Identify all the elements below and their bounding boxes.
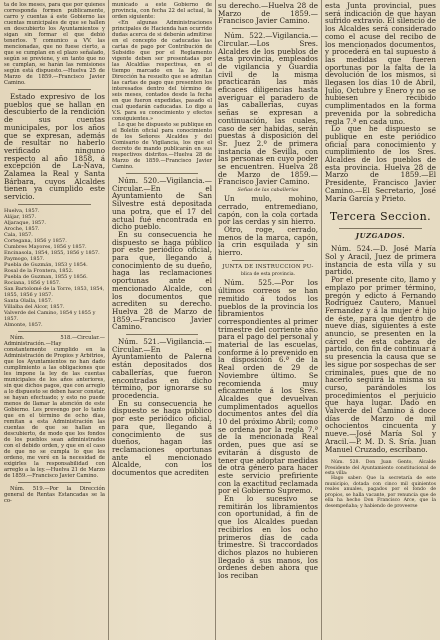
paragraph-estado: Estado expresivo de los pueblos que se hallan en descubierto de la rendición de sus cuentas municipales, por los años que se expresan, además de resultar no haberlo verificado ninguno respecto al año 1858, á excepción de La-Nava, Zalamea la Real y Santa Bárbara, cuyos Alcaldes tienen ya cumplido este servicio. — [4, 92, 105, 202]
paragraph: ta de los meses, para que por quienes corresponda formen publicamente, carro y cuentas á este Gobierno las cuentas municipales de que se hallen en descubierto los Ayuntamientos y sigan sin formar el que debió tenerlos. Y comunico a VV. las mencionadas, que no fuese cierto, a que se cumplan en el plazo señalado, según se previene, y en tanto que no se cumplan, se harán las remisiones según está dispuesto.—Huelva 25 de Marzo de 1859.—Francisco Javier Camino. — [4, 2, 105, 86]
list-item: Cala, 1857. — [4, 231, 33, 238]
list-item: Aljaraque, 1857. — [4, 219, 46, 226]
section-title: Tercera Seccion. — [329, 210, 432, 224]
paragraph: Lo que he dispuesto se publique en este periódico oficial para conocimiento y cumplimiento de los Sres. Alcaldes de los pueblos de esta provincia. Huelva 28 de Marzo de 1859.—El Presidente, Francisco Javier Camino.—El Secretario, José María García y Prieto. — [325, 124, 436, 203]
juzgados-heading: JUZGADOS. — [355, 232, 406, 241]
separator — [18, 204, 91, 205]
pueblos-list — [4, 208, 105, 328]
column-rule — [108, 0, 109, 640]
column-rule — [321, 0, 322, 640]
column-4 — [325, 2, 436, 636]
list-item: Paymogo, 1857. — [4, 255, 45, 262]
column-2 — [112, 2, 212, 636]
paragraph-520: Núm. 520.—Vigilancia.—Circular.—En el Ayuntamiento de San Silvestre está depositada una potra, que el 17 del actual fué encontrada en dicho pueblo. — [112, 176, 212, 232]
list-item: Cumbres Mayores, 1856 y 1857. — [4, 243, 87, 250]
section-subtitle: Señas de las caballerías — [237, 187, 299, 194]
list-item: Almonte, 1857. — [4, 321, 43, 328]
paragraph: Hago saber: Que la secretaría de este municipio, dotada con cinco mil quinientos reales anuales, pagados por el fondo de propios, se halla vacante, por renuncia que de ella ha hecho Don Francisco Arce, que la desempeñaba; y habiendo de proveerse — [325, 476, 436, 509]
list-item: Aroche, 1857. — [4, 225, 40, 232]
paragraph: su derecho.—Huelva 28 de Marzo de 1859.—Francisco Javier Camino. — [218, 2, 318, 26]
separator — [232, 28, 304, 29]
separator — [18, 89, 91, 90]
separator — [126, 173, 198, 174]
list-item: Cortegana, 1856 y 1857. — [4, 237, 67, 244]
paragraph: Otro, roge, cerrado, menos de la marca, capón, la crin esquilada y sin hierro. — [218, 224, 318, 258]
paragraph: municado a este Gobierno de provincia, con fecha 22 del actual, la orden siguiente: — [112, 2, 212, 20]
separator — [339, 228, 422, 229]
list-item: Encinasola, 1854, 1855, 1856 y 1857. — [4, 249, 100, 256]
list-item: Puebla de Guzmán, 1853 y 1854. — [4, 261, 88, 268]
list-item: Rosal de la Frontera, 1852. — [4, 267, 74, 274]
paragraph: Lo que he dispuesto se publique en el Boletín oficial para conocimiento de los Señores Alcaldes y del Comisario de Vigilancia, los que el decreto de mando publicarán en sus respectivos distritos.—Huelva 28 de Marzo de 1859.—Francisco Javier Camino. — [112, 122, 212, 170]
paragraph: Un mulo, mohino, cerrado, entremediano, capón, con la cola cortada por las cerdas y sin hierro. — [218, 194, 318, 227]
list-item: San Bartolomé de la Torre, 1853, 1854, 1855, 1856 y 1857. — [4, 285, 105, 298]
paragraph-528: Núm. 528. Don Juan Gento, Alcalde Presidente del Ayuntamiento constitucional de esta villa: — [325, 460, 436, 477]
section-heading-continued: blica de esta provincia. — [240, 271, 296, 277]
list-item: Villalba del Alcor, 1857. — [4, 303, 65, 310]
list-item: Valverde del Camino, 1854 y 1855 y 1857. — [4, 309, 96, 322]
paragraph: En lo sucesivo se remitirán los libramientos con oportunidad, á fin de que los Alcaldes puedan recibirlos en los ocho primeros días de cada trimestre. Si traccordados dichos plazos no hubieren llegado á sus manos, los ordenes deben ahora que los reciban — [218, 494, 318, 581]
paragraph-519: Núm. 519.—Por la Dirección general de Rentas Estancadas se la co- — [4, 485, 105, 504]
list-item: Alájar, 1857. — [4, 213, 37, 220]
separator — [18, 331, 91, 332]
paragraph: En su consecuencia he dispuesto se haga público por este periódico oficial, para que, llegando á conocimiento de su dueño, haga las reclamaciones oportunas ante el mencionado Alcalde, con los documentos que acrediten su derecho. Huelva 28 de Marzo de 1859.—Francisco Javier Camino. — [112, 229, 212, 332]
paragraph: «En algunas Administraciones principales de Hacienda han ocurrido dudas acerca de si deberán admitirse en el concepto de caducadas las cartas de pago por Contribución de Subsidio que por el Reglamento vigente deben ser presentadas por las Alcaldías respectivas, en el tiempo marcado en la ley. La Dirección ha resuelto que se admitan las cartas de pago que presenten los interesados dentro del término de seis meses, contados desde la fecha en que fueron expedidas, pasado el cual quedarán caducadas. Lo digo a V.S. para su conocimiento y efectos consiguientes.» — [112, 20, 212, 122]
column-rule — [215, 0, 216, 640]
list-item: Puebla de Guzman, 1855 y 1856. — [4, 273, 88, 280]
paragraph-518: Núm. 518.—Circular.—Administración.—Hay constantemente cumplido en la Administración de Propios y Arbitrios, que los Ayuntamientos no han dado cumplimiento a las obligaciones que les impone la ley de las cuentas municipales de los años anteriores, sin que dichos pagos, que con arreglo a lo dispuesto se deben hacer constar, se hayan efectuado; y esto no puede menos de llamar la atención de este Gobierno. Les prevengo por lo tanto que en el término de ocho días, remitan a esta Administración las cuentas de que se hallan en descubierto, de modo que los fondos de los pueblos sean administrados con el debido orden, y que en el caso de que no se cumpla lo que les ordeno, me veré en la necesidad de exigirles la responsabilidad con arreglo a la ley.—Huelva 21 de Marzo de 1859.—Francisco Javier Camino. — [4, 334, 105, 479]
list-item: Huelva, 1857. — [4, 207, 40, 214]
separator — [339, 456, 422, 457]
list-item: Rociana, 1856 y 1857. — [4, 279, 61, 286]
paragraph: En su consecuencia he dispuesto se haga público por este periódico oficial, para que, llegando á conocimiento de sus dueños, hagan las reclamaciones oportunas ante el mencionado Alcalde, con los documentos que acrediten — [112, 398, 212, 478]
separator — [18, 482, 91, 483]
paragraph-524: Núm. 524.—D. José María Sol y Aracil, Juez de primera instancia de esta villa y su partido. — [325, 244, 436, 277]
paragraph-521: Núm. 521.—Vigilancia.—Circular.—En el Ayuntamiento de Palerna están depositados dos caballerías, que fueron encontradas en dicho término, por ignorarse su procedencia. — [112, 337, 212, 400]
paragraph-522: Núm. 522.—Vigilancia.—Circular.—Los Sres. Alcaldes de los pueblos de esta provincia, empleados de vigilancia y Guardia civil de la misma practicarán las más eficaces diligencias hasta averiguar el paradero de las caballerías, cuyas señas se expresan a continuación, las cuales, caso de ser habidas, serán puestas á disposición del Sr. Juez 2.º de primera instancia de Sevilla, con las personas en cuyo poder se encuentren. Huelva 28 de Marzo de 1859.—Francisco Javier Camino. — [218, 31, 318, 187]
separator — [232, 260, 304, 261]
section-heading: JUNTA DE INSTRUCCION PU- — [222, 263, 314, 270]
paragraph: Por el presente cito, llamo y emplazo por primer término, pregón y edicto á Fernando Rodríguez Cautero, Manuel Fernandez y á la mujer é hijo de éste, para que dentro de nueve días, siguientes á este anuncio, se presenten en la cárcel de esta cabeza de partido, con fin de continuar á su presencia la causa que se les sigue por sospechas de ser criminales, pues que de no hacerlo seguirá la misma su curso, parándoles los procedimientos el perjuicio que haya lugar. Dado en Valverde del Camino á doce días de Marzo de mil ochocientos cincuenta y nueve.—José María Sol y Aracil.—P. M. D. S. Sría. Juan Manuel Cruzado, escribano. — [325, 275, 436, 454]
column-1 — [4, 2, 105, 636]
separator — [126, 334, 198, 335]
paragraph-525: Núm. 525.—Por los últimos correos se han remitido á todos los pueblos de la provincia los libramientos correspondientes al primer trimestre del corriente año para el pago del personal y material de las escuelas, conforme á lo prevenido en la disposición 6.ª de la Real orden de 29 de Noviembre último. Se recomienda muy eficazmente á los Sres. Alcaldes que devuelvan cumplimentados aquellos documentos antes del día 10 del próximo Abril; como se ordena por la regla 7.ª de la mencionada Real orden, pues que así se evitarán á disgusto de tener que adoptar medidas de otra género para hacer este servicio prefiriente con la exactitud reclamada por el Gobierno Supremo. — [218, 278, 318, 496]
list-item: Santa Olalla, 1857. — [4, 297, 53, 304]
paragraph: esta Junta provincial, pues será indicación de que hayan sufrido extravío. El silencio de los Alcaldes será considerado como el acuse del recibo de los mencionados documentos, y procederá en tal supuesto á las medidas que fueren oportunas por la falta de la devolución de los mismos, si llegasen los días 10 de Abril, Julio, Octubre y Enero y no se hubiesen recibido cumplimentados en la forma prevenida por la sobredicha regla 7.ª en cada uno. — [325, 2, 436, 126]
column-3 — [218, 2, 318, 636]
